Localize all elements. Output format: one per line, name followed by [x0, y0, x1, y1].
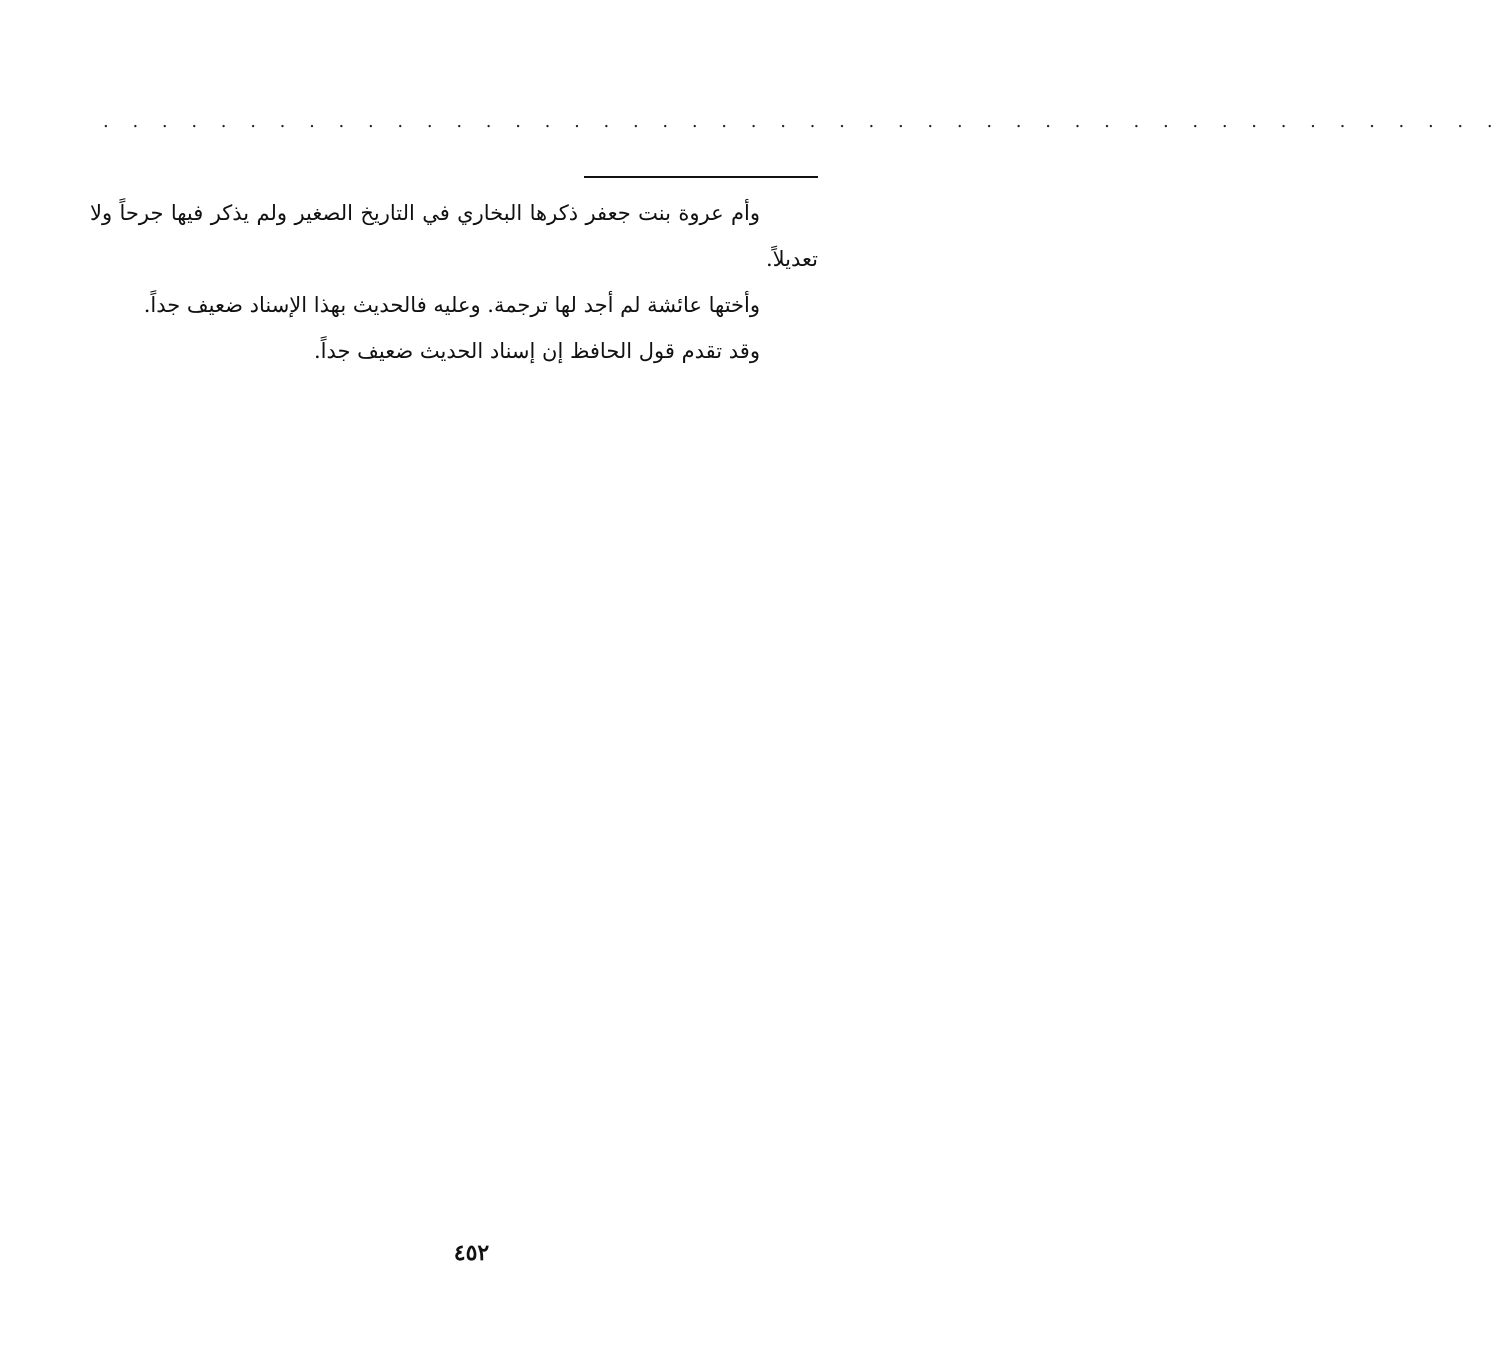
footnote-paragraph-3: وقد تقدم قول الحافظ إن إسناد الحديث ضعيف جداً. [313, 339, 760, 363]
footnotes-block [90, 190, 818, 374]
footnote-separator-rule [584, 176, 818, 178]
footnote-paragraph-1: وأم عروة بنت جعفر ذكرها البخاري في التاريخ الصغير ولم يذكر فيها جرحاً ولا تعديلاً. [90, 201, 818, 271]
ellipsis-separator: . . . . . . . . . . . . . . . . . . . . . . . . . . . . . . . . . . . . . . . . . . . . . . . . [103, 111, 1502, 132]
page-number: ٤٥٢ [453, 1240, 490, 1266]
footnote-paragraph-2: وأختها عائشة لم أجد لها ترجمة. وعليه فالحديث بهذا الإسناد ضعيف جداً. [143, 293, 760, 317]
